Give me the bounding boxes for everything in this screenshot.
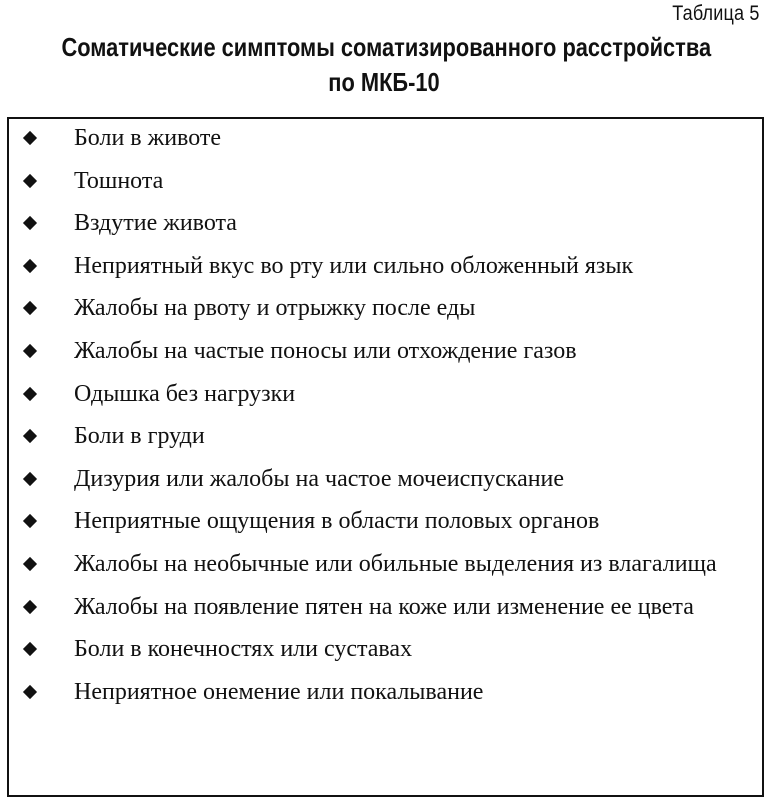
list-item (0, 631, 768, 668)
list-item-text: Жалобы на необычные или обильные выделения из влагалища (74, 550, 717, 577)
list-item-text: Боли в конечностях или суставах (74, 636, 413, 663)
list-item-text: Дизурия или жалобы на частое мочеиспускание (74, 465, 565, 492)
list-item-text: Неприятный вкус во рту или сильно обложенный язык (74, 252, 634, 279)
list-item (0, 503, 768, 540)
list-item (0, 461, 768, 498)
list-item-text: Неприятное онемение или покалывание (74, 678, 484, 705)
list-item (0, 546, 768, 583)
list-item (0, 163, 768, 200)
list-item (0, 674, 768, 711)
list-item-text: Одышка без нагрузки (74, 380, 296, 407)
diamond-bullet-icon (23, 344, 37, 358)
list-item-text: Боли в животе (74, 125, 222, 151)
diamond-bullet-icon (23, 259, 37, 273)
diamond-bullet-icon (23, 174, 37, 188)
diamond-bullet-icon (23, 685, 37, 699)
list-item (0, 376, 768, 413)
diamond-bullet-icon (23, 599, 37, 613)
diamond-bullet-icon (23, 301, 37, 315)
list-item (0, 120, 768, 157)
table-title-line-2: по МКБ-10 (328, 67, 440, 97)
list-item (0, 248, 768, 285)
list-item-text: Жалобы на рвоту и отрыжку после еды (74, 295, 476, 322)
symptom-list (0, 120, 768, 716)
list-item-text: Тошнота (74, 167, 164, 194)
diamond-bullet-icon (23, 131, 37, 145)
list-item (0, 333, 768, 370)
table-number-label: Таблица 5 (672, 2, 760, 25)
list-item (0, 589, 768, 626)
list-item (0, 205, 768, 242)
diamond-bullet-icon (23, 386, 37, 400)
diamond-bullet-icon (23, 514, 37, 528)
table-title (0, 30, 768, 100)
list-item-text: Неприятные ощущения в области половых органов (74, 508, 600, 535)
diamond-bullet-icon (23, 216, 37, 230)
list-item-text: Жалобы на появление пятен на коже или изменение ее цвета (74, 593, 694, 620)
list-item (0, 290, 768, 327)
list-item-text: Вздутие живота (74, 210, 237, 237)
diamond-bullet-icon (23, 472, 37, 486)
diamond-bullet-icon (23, 429, 37, 443)
diamond-bullet-icon (23, 642, 37, 656)
table-title-line-1: Соматические симптомы соматизированного расстройства (61, 32, 712, 62)
diamond-bullet-icon (23, 557, 37, 571)
list-item-text: Боли в груди (74, 423, 205, 450)
list-item (0, 418, 768, 455)
list-item-text: Жалобы на частые поносы или отхождение газов (74, 337, 577, 364)
